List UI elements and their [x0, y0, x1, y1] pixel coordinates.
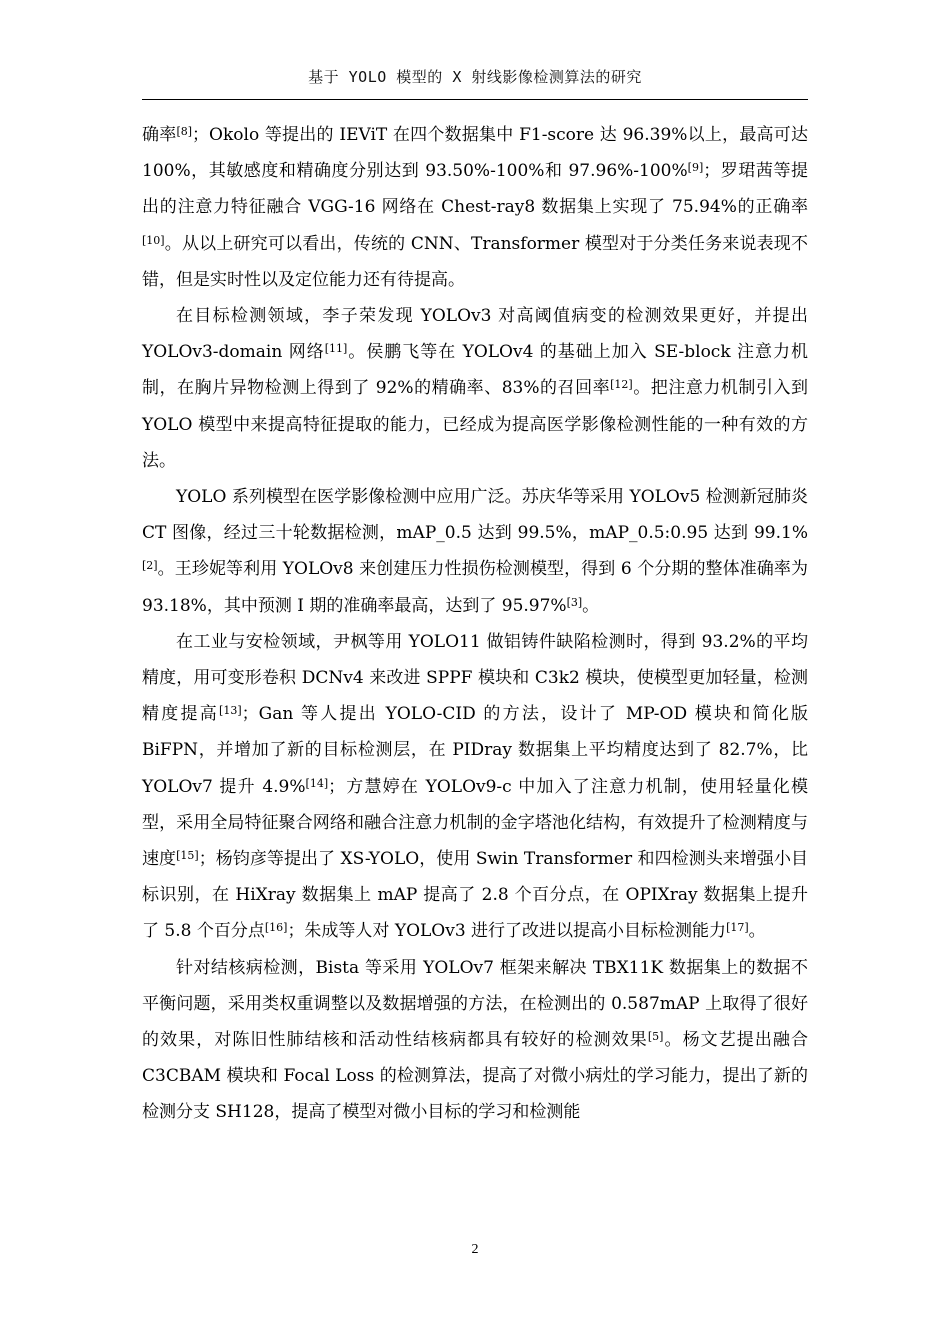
text-run: ；Okolo 等提出的 IEViT 在四个数据集中 F1-score 达 96.39%以上，最高可达 100%，其敏感度和精确度分别达到 93.50%-100%和 97.96%-100% — [142, 125, 808, 182]
body-text — [142, 117, 808, 1131]
citation-ref: [13] — [219, 704, 242, 718]
header-rule — [142, 99, 808, 100]
citation-ref: [15] — [176, 849, 199, 863]
text-run: ；杨钧彦等提出了 XS-YOLO，使用 Swin Transformer 和四检测头来增强小目标识别，在 HiXray 数据集上 mAP 提高了 2.8 个百分点，在 OPIXray 数据集上提升了 5.8 个百分点 — [142, 849, 808, 942]
citation-ref: [17] — [726, 921, 749, 935]
text-run: 。从以上研究可以看出，传统的 CNN、Transformer 模型对于分类任务来说表现不错，但是实时性以及定位能力还有待提高。 — [142, 233, 808, 290]
text-run: 。把注意力机制引入到 YOLO 模型中来提高特征提取的能力，已经成为提高医学影像检测性能的一种有效的方法。 — [142, 378, 808, 471]
running-header: 基于 YOLO 模型的 X 射线影像检测算法的研究 — [308, 68, 642, 86]
text-run: 针对结核病检测，Bista 等采用 YOLOv7 框架来解决 TBX11K 数据集上的数据不平衡问题，采用类权重调整以及数据增强的方法，在检测出的 0.587mAP 上取得了很好的效果，对陈旧性肺结核和活动性结核病都具有较好的检测效果 — [142, 957, 808, 1051]
text-run: 。杨文艺提出融合 C3CBAM 模块和 Focal Loss 的检测算法，提高了对微小病灶的学习能力，提出了新的检测分支 SH128，提高了模型对微小目标的学习和检测能 — [142, 1030, 809, 1123]
text-run: ；朱成等人对 YOLOv3 进行了改进以提高小目标检测能力 — [287, 921, 727, 942]
citation-ref: [16] — [264, 921, 288, 935]
text-run: 在工业与安检领域，尹枫等用 YOLO11 做铝铸件缺陷检测时，得到 93.2%的平均精度，用可变形卷积 DCNv4 来改进 SPPF 模块和 C3k2 模块，使模型更加轻量，检测精度提高 — [142, 631, 808, 725]
citation-ref: [5] — [647, 1030, 664, 1044]
citation-ref: [12] — [610, 378, 633, 392]
citation-ref: [10] — [142, 233, 165, 247]
citation-ref: [9] — [687, 161, 704, 175]
text-run: ；Gan 等人提出 YOLO-CID 的方法，设计了 MP-OD 模块和简化版 BiFPN，并增加了新的目标检测层，在 PIDray 数据集上平均精度达到了 82.7%，比 YOLOv7 提升 4.9% — [142, 704, 809, 797]
citation-ref: [2] — [142, 559, 158, 573]
paragraph — [142, 298, 808, 479]
text-run: ；方慧婷在 YOLOv9-c 中加入了注意力机制，使用轻量化模型，采用全局特征聚合网络和融合注意力机制的金字塔池化结构，有效提升了检测精度与速度 — [142, 776, 808, 870]
page-number: 2 — [471, 1242, 479, 1257]
paragraph — [142, 624, 808, 950]
paragraph — [142, 950, 808, 1131]
text-run: 。侯鹏飞等在 YOLOv4 的基础上加入 SE-block 注意力机制，在胸片异物检测上得到了 92%的精确率、83%的召回率 — [142, 342, 808, 399]
paragraph — [142, 117, 808, 298]
text-run: YOLO 系列模型在医学影像检测中应用广泛。苏庆华等采用 YOLOv5 检测新冠肺炎 CT 图像，经过三十轮数据检测，mAP_0.5 达到 99.5%，mAP_0.5:0.95 达到 99.1% — [142, 487, 808, 544]
citation-ref: [3] — [566, 595, 583, 609]
text-run: ；罗珺茜等提出的注意力特征融合 VGG-16 网络在 Chest-ray8 数据集上实现了 75.94%的正确率 — [142, 161, 809, 218]
paragraph — [142, 479, 808, 624]
citation-ref: [8] — [176, 125, 193, 138]
text-run: 在目标检测领域，李子荣发现 YOLOv3 对高阈值病变的检测效果更好，并提出 YOLOv3-domain 网络 — [142, 306, 808, 363]
text-run: 确率 — [142, 125, 177, 145]
text-run: 。 — [748, 921, 766, 942]
citation-ref: [11] — [324, 342, 348, 356]
text-run: 。王珍妮等利用 YOLOv8 来创建压力性损伤检测模型，得到 6 个分期的整体准确率为 93.18%，其中预测 I 期的准确率最高，达到了 95.97% — [142, 559, 808, 616]
text-run: 。 — [582, 595, 600, 616]
citation-ref: [14] — [305, 776, 329, 790]
